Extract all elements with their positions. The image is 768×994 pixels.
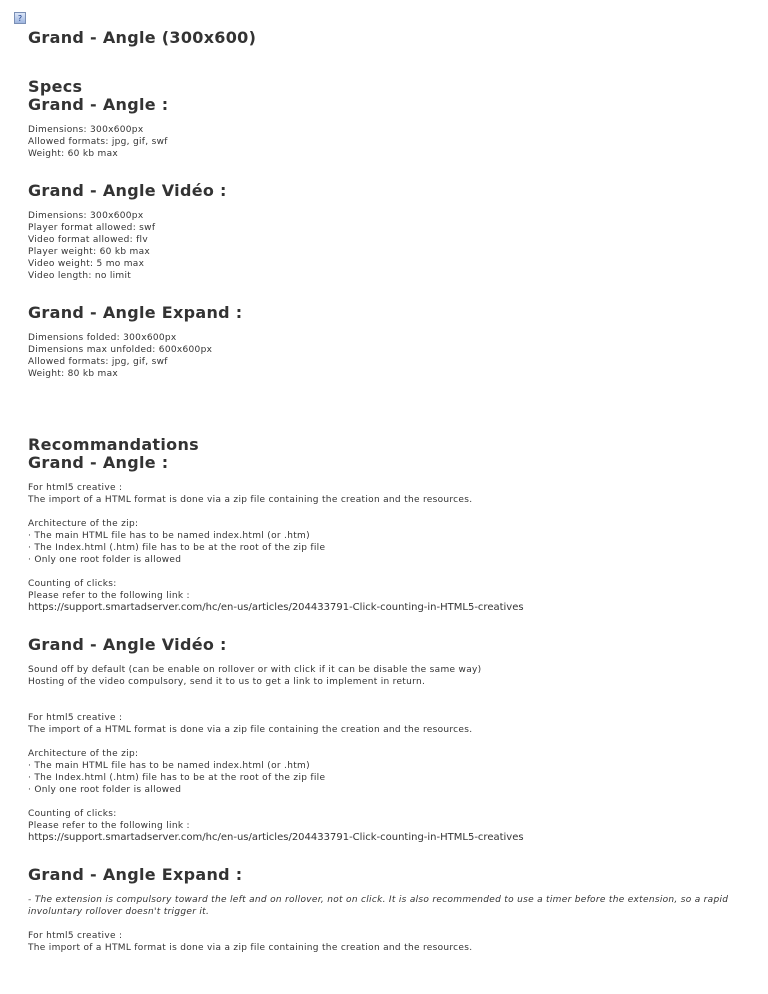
- text-line: Please refer to the following link :: [28, 821, 190, 831]
- specs-grand-angle-title: Grand - Angle :: [28, 95, 169, 114]
- text-line: Architecture of the zip:: [28, 519, 139, 529]
- text-line: Counting of clicks:: [28, 579, 117, 589]
- text-line: · Only one root folder is allowed: [28, 555, 182, 565]
- spec-line: Video weight: 5 mo max: [28, 259, 145, 269]
- specs-expand-list: [28, 332, 748, 380]
- specs-video-title: Grand - Angle Vidéo :: [28, 181, 227, 200]
- text-line: For html5 creative :: [28, 483, 123, 493]
- spec-line: Dimensions: 300x600px: [28, 211, 144, 221]
- text-line: · The Index.html (.htm) file has to be at the root of the zip file: [28, 773, 326, 783]
- text-line: The import of a HTML format is done via a zip file containing the creation and the resources.: [28, 943, 473, 953]
- reco-grand-angle-title: Grand - Angle :: [28, 453, 169, 472]
- spec-line: Dimensions folded: 300x600px: [28, 333, 177, 343]
- specs-expand-title: Grand - Angle Expand :: [28, 303, 243, 322]
- text-line: · Only one root folder is allowed: [28, 785, 182, 795]
- reco-video-title: Grand - Angle Vidéo :: [28, 635, 227, 654]
- spec-line: Weight: 80 kb max: [28, 369, 119, 379]
- reco-grand-angle-zip: [28, 518, 748, 566]
- text-line: For html5 creative :: [28, 713, 123, 723]
- reco-video-clicks: [28, 808, 748, 844]
- reco-expand-html5: [28, 930, 748, 954]
- spec-line: Weight: 60 kb max: [28, 149, 119, 159]
- reco-section: [28, 436, 748, 954]
- spec-line: Video length: no limit: [28, 271, 132, 281]
- click-counting-link[interactable]: https://support.smartadserver.com/hc/en-us/articles/204433791-Click-counting-in-HTML5-creatives: [28, 602, 524, 613]
- text-line: · The main HTML file has to be named index.html (or .htm): [28, 531, 310, 541]
- document-body: [28, 28, 748, 954]
- specs-heading: Specs: [28, 77, 83, 96]
- spec-line: Allowed formats: jpg, gif, swf: [28, 137, 168, 147]
- text-line: · The Index.html (.htm) file has to be at the root of the zip file: [28, 543, 326, 553]
- reco-expand-note: [28, 894, 748, 918]
- spec-line: Player weight: 60 kb max: [28, 247, 151, 257]
- specs-video-list: [28, 210, 748, 282]
- reco-video-html5: [28, 712, 748, 736]
- reco-grand-angle-html5: [28, 482, 748, 506]
- broken-image-icon: ?: [14, 12, 26, 24]
- reco-expand-title: Grand - Angle Expand :: [28, 865, 243, 884]
- text-line: · The main HTML file has to be named index.html (or .htm): [28, 761, 310, 771]
- text-line: - The extension is compulsory toward the left and on rollover, not on click. It is also recommended to use a timer before the extension, so a rapid: [28, 895, 729, 905]
- reco-video-zip: [28, 748, 748, 796]
- text-line: The import of a HTML format is done via a zip file containing the creation and the resources.: [28, 495, 473, 505]
- spec-line: Dimensions: 300x600px: [28, 125, 144, 135]
- specs-grand-angle-list: [28, 124, 748, 160]
- reco-video-notes: [28, 664, 748, 688]
- spec-line: Video format allowed: flv: [28, 235, 148, 245]
- text-line: Architecture of the zip:: [28, 749, 139, 759]
- text-line: For html5 creative :: [28, 931, 123, 941]
- page-title: Grand - Angle (300x600): [28, 28, 257, 47]
- text-line: Please refer to the following link :: [28, 591, 190, 601]
- text-line: Hosting of the video compulsory, send it to us to get a link to implement in return.: [28, 677, 426, 687]
- text-line: Sound off by default (can be enable on rollover or with click if it can be disable the same way): [28, 665, 482, 675]
- specs-section: [28, 78, 748, 380]
- click-counting-link[interactable]: https://support.smartadserver.com/hc/en-us/articles/204433791-Click-counting-in-HTML5-creatives: [28, 832, 524, 843]
- spec-line: Player format allowed: swf: [28, 223, 156, 233]
- text-line: The import of a HTML format is done via a zip file containing the creation and the resources.: [28, 725, 473, 735]
- reco-heading: Recommandations: [28, 435, 199, 454]
- reco-grand-angle-clicks: [28, 578, 748, 614]
- spec-line: Allowed formats: jpg, gif, swf: [28, 357, 168, 367]
- spec-line: Dimensions max unfolded: 600x600px: [28, 345, 213, 355]
- text-line: involuntary rollover doesn't trigger it.: [28, 907, 210, 917]
- text-line: Counting of clicks:: [28, 809, 117, 819]
